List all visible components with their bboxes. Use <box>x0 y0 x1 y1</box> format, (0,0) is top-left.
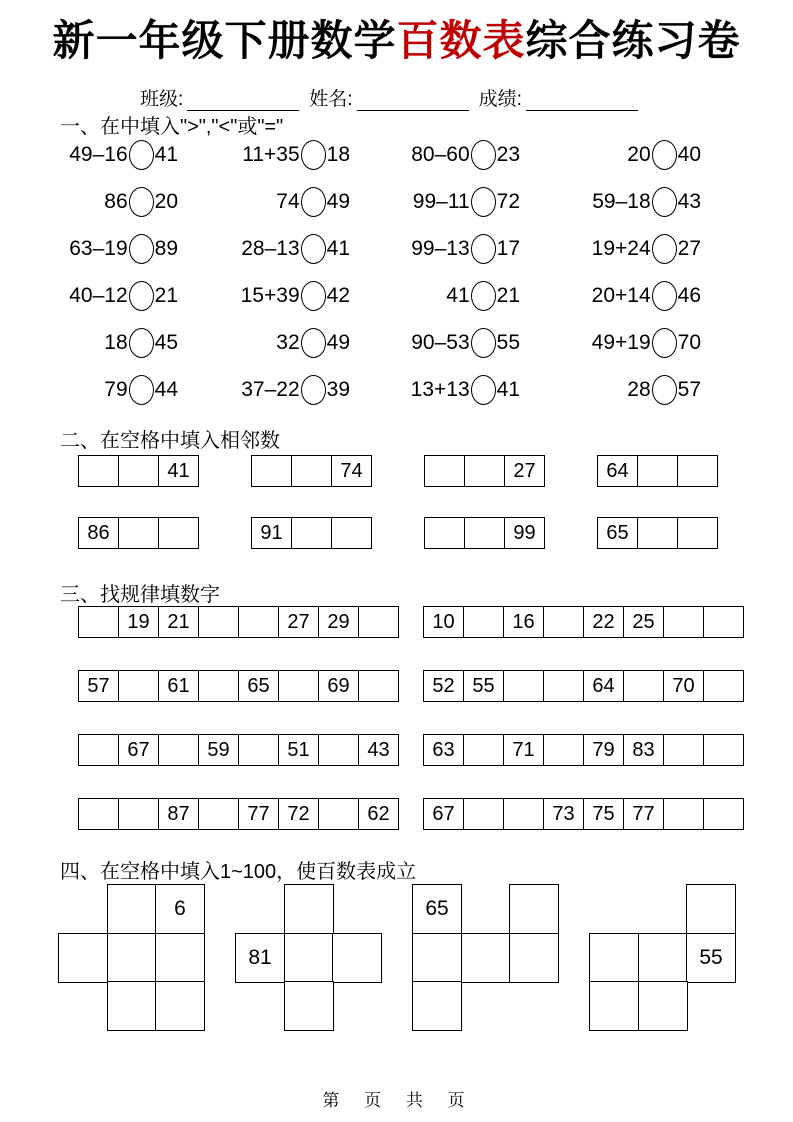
right-operand: 41 <box>326 236 350 260</box>
left-operand: 74 <box>276 189 300 213</box>
score-label: 成绩: <box>478 89 522 110</box>
left-operand: 13+13 <box>410 377 470 401</box>
right-operand: 21 <box>496 283 520 307</box>
class-label: 班级: <box>140 89 184 110</box>
comparison-circle-icon <box>652 281 677 311</box>
left-operand: 79 <box>104 377 128 401</box>
section1-heading: 一、在中填入">","<"或"=" <box>60 116 284 138</box>
table-cell <box>239 607 279 638</box>
pattern-table <box>78 734 399 766</box>
table-cell: 59 <box>199 735 239 766</box>
grid-cell <box>107 933 157 983</box>
table-cell: 10 <box>424 607 464 638</box>
comparison-problem <box>411 375 520 405</box>
right-operand: 23 <box>496 142 520 166</box>
pattern-tables-row <box>78 606 744 638</box>
grid-cell <box>461 933 511 983</box>
comparison-problem <box>627 140 701 170</box>
comparison-problem <box>592 234 701 264</box>
left-operand: 40–12 <box>69 283 128 307</box>
title-prefix: 新一年级下册数学 <box>52 17 397 64</box>
table-cell: 77 <box>239 799 279 830</box>
table-cell: 74 <box>332 456 372 487</box>
neighbor-tables-row <box>78 455 718 487</box>
grid-cell <box>58 933 108 983</box>
title-suffix: 综合练习卷 <box>525 17 741 64</box>
table-cell: 21 <box>159 607 199 638</box>
table-cell <box>425 518 465 549</box>
right-operand: 27 <box>677 236 701 260</box>
table-cell <box>544 607 584 638</box>
page-footer: 第 页 共 页 <box>322 1091 471 1110</box>
pattern-tables-row <box>78 734 744 766</box>
table-cell <box>638 518 678 549</box>
table-cell <box>119 456 159 487</box>
comparison-problem <box>104 187 178 217</box>
table-cell <box>79 799 119 830</box>
left-operand: 28–13 <box>241 236 300 260</box>
table-cell <box>425 456 465 487</box>
pattern-table <box>78 670 399 702</box>
left-operand: 99–11 <box>412 189 470 213</box>
table-cell <box>119 518 159 549</box>
table-cell <box>704 671 744 702</box>
left-operand: 59–18 <box>592 189 651 213</box>
comparison-circle-icon <box>471 187 496 217</box>
table-cell: 43 <box>359 735 399 766</box>
comparison-problem <box>592 187 701 217</box>
table-cell: 29 <box>319 607 359 638</box>
table-cell <box>678 518 718 549</box>
right-operand: 49 <box>326 330 350 354</box>
left-operand: 86 <box>104 189 128 213</box>
comparison-circle-icon <box>129 281 154 311</box>
pattern-tables-row <box>78 798 744 830</box>
comparison-circle-icon <box>301 140 326 170</box>
hundred-chart-fragment <box>589 884 737 1032</box>
right-operand: 46 <box>677 283 701 307</box>
comparison-problem <box>627 375 701 405</box>
table-cell <box>119 671 159 702</box>
table-cell <box>359 671 399 702</box>
table-cell <box>664 735 704 766</box>
neighbor-numbers-table <box>597 517 718 549</box>
grid-cell: 81 <box>235 933 285 983</box>
section3-heading: 三、找规律填数字 <box>60 584 220 606</box>
table-cell: 77 <box>624 799 664 830</box>
comparison-problem <box>69 234 178 264</box>
neighbor-numbers-table <box>78 455 199 487</box>
grid-cell <box>509 933 559 983</box>
comparison-circle-icon <box>471 281 496 311</box>
comparison-circle-icon <box>652 234 677 264</box>
comparison-circle-icon <box>129 234 154 264</box>
table-cell: 70 <box>664 671 704 702</box>
table-cell: 61 <box>159 671 199 702</box>
comparison-problem <box>411 234 520 264</box>
table-cell <box>664 607 704 638</box>
table-cell <box>544 735 584 766</box>
table-cell <box>464 735 504 766</box>
hundred-chart-fragment <box>58 884 206 1032</box>
left-operand: 18 <box>104 330 128 354</box>
table-cell <box>678 456 718 487</box>
name-label: 姓名: <box>309 89 353 110</box>
grid-cell: 6 <box>155 884 205 934</box>
hundred-chart-fragment <box>412 884 560 1032</box>
table-cell <box>199 671 239 702</box>
left-operand: 90–53 <box>411 330 470 354</box>
table-cell <box>199 799 239 830</box>
table-cell: 91 <box>252 518 292 549</box>
table-cell: 52 <box>424 671 464 702</box>
comparison-circle-icon <box>301 328 326 358</box>
comparison-circle-icon <box>471 234 496 264</box>
comparison-problem <box>592 328 701 358</box>
table-cell: 25 <box>624 607 664 638</box>
neighbor-tables-row <box>78 517 718 549</box>
right-operand: 49 <box>326 189 350 213</box>
table-cell: 19 <box>119 607 159 638</box>
pattern-table <box>78 798 399 830</box>
comparison-problem <box>69 281 178 311</box>
table-cell <box>292 518 332 549</box>
left-operand: 99–13 <box>411 236 470 260</box>
right-operand: 42 <box>326 283 350 307</box>
comparison-circle-icon <box>652 187 677 217</box>
grid-cell <box>686 884 736 934</box>
table-cell <box>319 799 359 830</box>
neighbor-numbers-table <box>424 517 545 549</box>
right-operand: 18 <box>326 142 350 166</box>
right-operand: 72 <box>496 189 520 213</box>
right-operand: 70 <box>677 330 701 354</box>
comparison-grid <box>60 131 701 413</box>
table-cell: 79 <box>584 735 624 766</box>
table-cell: 67 <box>424 799 464 830</box>
table-cell: 72 <box>279 799 319 830</box>
right-operand: 55 <box>496 330 520 354</box>
comparison-problem <box>104 328 178 358</box>
table-cell <box>319 735 359 766</box>
left-operand: 19+24 <box>591 236 651 260</box>
right-operand: 41 <box>154 142 178 166</box>
table-cell <box>464 607 504 638</box>
table-cell <box>464 799 504 830</box>
left-operand: 37–22 <box>241 377 300 401</box>
grid-cell <box>155 981 205 1031</box>
table-cell: 99 <box>505 518 545 549</box>
left-operand: 49–16 <box>69 142 128 166</box>
table-cell: 75 <box>584 799 624 830</box>
table-cell <box>704 607 744 638</box>
table-cell: 87 <box>159 799 199 830</box>
table-cell: 16 <box>504 607 544 638</box>
comparison-circle-icon <box>301 234 326 264</box>
table-cell <box>79 735 119 766</box>
table-cell <box>504 671 544 702</box>
right-operand: 39 <box>326 377 350 401</box>
table-cell: 65 <box>239 671 279 702</box>
table-cell: 67 <box>119 735 159 766</box>
comparison-circle-icon <box>301 187 326 217</box>
comparison-problem <box>241 281 350 311</box>
pattern-table <box>423 606 744 638</box>
left-operand: 63–19 <box>69 236 128 260</box>
right-operand: 20 <box>154 189 178 213</box>
left-operand: 80–60 <box>411 142 470 166</box>
comparison-circle-icon <box>471 375 496 405</box>
table-cell <box>465 456 505 487</box>
grid-cell <box>509 884 559 934</box>
neighbor-numbers-table <box>251 517 372 549</box>
right-operand: 41 <box>496 377 520 401</box>
table-cell <box>664 799 704 830</box>
page-title <box>0 8 793 68</box>
grid-cell <box>589 981 639 1031</box>
comparison-problem <box>276 187 350 217</box>
comparison-circle-icon <box>652 328 677 358</box>
grid-cell <box>284 933 334 983</box>
table-cell <box>199 607 239 638</box>
table-cell: 69 <box>319 671 359 702</box>
table-cell: 86 <box>79 518 119 549</box>
grid-cell <box>638 933 688 983</box>
neighbor-numbers-table <box>78 517 199 549</box>
table-cell <box>79 456 119 487</box>
table-cell: 62 <box>359 799 399 830</box>
student-info-line <box>140 84 648 111</box>
left-operand: 15+39 <box>240 283 300 307</box>
title-highlight: 百数表 <box>396 17 526 64</box>
neighbor-numbers-table <box>597 455 718 487</box>
comparison-circle-icon <box>129 187 154 217</box>
comparison-circle-icon <box>129 140 154 170</box>
comparison-problem <box>104 375 178 405</box>
comparison-problem <box>241 234 350 264</box>
comparison-problem <box>411 328 520 358</box>
table-cell: 83 <box>624 735 664 766</box>
comparison-circle-icon <box>301 375 326 405</box>
grid-cell <box>107 981 157 1031</box>
table-cell: 65 <box>598 518 638 549</box>
table-cell <box>292 456 332 487</box>
comparison-circle-icon <box>129 328 154 358</box>
table-cell: 57 <box>79 671 119 702</box>
left-operand: 20+14 <box>591 283 651 307</box>
table-cell <box>332 518 372 549</box>
comparison-problem <box>242 140 350 170</box>
table-cell <box>465 518 505 549</box>
table-cell <box>239 735 279 766</box>
left-operand: 49+19 <box>591 330 651 354</box>
comparison-circle-icon <box>652 140 677 170</box>
grid-cell <box>412 933 462 983</box>
score-blank-line <box>526 94 638 111</box>
table-cell: 64 <box>598 456 638 487</box>
grid-cell: 65 <box>412 884 462 934</box>
right-operand: 40 <box>677 142 701 166</box>
table-cell: 22 <box>584 607 624 638</box>
table-cell <box>252 456 292 487</box>
pattern-tables-row <box>78 670 744 702</box>
neighbor-numbers-table <box>251 455 372 487</box>
grid-cell <box>412 981 462 1031</box>
table-cell <box>79 607 119 638</box>
grid-cell <box>638 981 688 1031</box>
table-cell <box>159 735 199 766</box>
left-operand: 11+35 <box>242 142 300 166</box>
grid-cell <box>284 981 334 1031</box>
right-operand: 57 <box>677 377 701 401</box>
right-operand: 43 <box>677 189 701 213</box>
grid-cell <box>284 884 334 934</box>
table-cell: 55 <box>464 671 504 702</box>
table-cell <box>624 671 664 702</box>
name-blank-line <box>357 94 469 111</box>
comparison-problem <box>411 140 520 170</box>
right-operand: 17 <box>496 236 520 260</box>
table-cell: 73 <box>544 799 584 830</box>
table-cell <box>704 799 744 830</box>
table-cell <box>279 671 319 702</box>
left-operand: 41 <box>446 283 470 307</box>
comparison-circle-icon <box>301 281 326 311</box>
table-cell <box>359 607 399 638</box>
hundred-chart-fragments <box>58 884 737 1032</box>
pattern-table <box>423 734 744 766</box>
comparison-problem <box>69 140 178 170</box>
left-operand: 28 <box>627 377 651 401</box>
hundred-chart-fragment <box>235 884 383 1032</box>
table-cell: 27 <box>279 607 319 638</box>
pattern-table <box>423 670 744 702</box>
right-operand: 44 <box>154 377 178 401</box>
right-operand: 45 <box>154 330 178 354</box>
comparison-problem <box>241 375 350 405</box>
table-cell <box>544 671 584 702</box>
comparison-circle-icon <box>471 140 496 170</box>
section2-heading: 二、在空格中填入相邻数 <box>60 430 280 452</box>
table-cell: 41 <box>159 456 199 487</box>
right-operand: 21 <box>154 283 178 307</box>
comparison-problem <box>592 281 701 311</box>
table-cell: 51 <box>279 735 319 766</box>
pattern-table <box>423 798 744 830</box>
comparison-problem <box>276 328 350 358</box>
comparison-circle-icon <box>652 375 677 405</box>
table-cell: 64 <box>584 671 624 702</box>
neighbor-numbers-table <box>424 455 545 487</box>
grid-cell <box>107 884 157 934</box>
table-cell <box>119 799 159 830</box>
table-cell <box>638 456 678 487</box>
grid-cell <box>155 933 205 983</box>
table-cell: 27 <box>505 456 545 487</box>
table-cell <box>504 799 544 830</box>
comparison-problem <box>413 187 520 217</box>
comparison-circle-icon <box>471 328 496 358</box>
section4-heading: 四、在空格中填入1~100，使百数表成立 <box>60 861 417 883</box>
left-operand: 20 <box>627 142 651 166</box>
table-cell: 71 <box>504 735 544 766</box>
comparison-problem <box>446 281 520 311</box>
left-operand: 32 <box>276 330 300 354</box>
table-cell <box>159 518 199 549</box>
right-operand: 89 <box>154 236 178 260</box>
table-cell: 63 <box>424 735 464 766</box>
pattern-table <box>78 606 399 638</box>
comparison-circle-icon <box>129 375 154 405</box>
class-blank-line <box>187 94 299 111</box>
grid-cell <box>332 933 382 983</box>
table-cell <box>704 735 744 766</box>
grid-cell <box>589 933 639 983</box>
grid-cell: 55 <box>686 933 736 983</box>
